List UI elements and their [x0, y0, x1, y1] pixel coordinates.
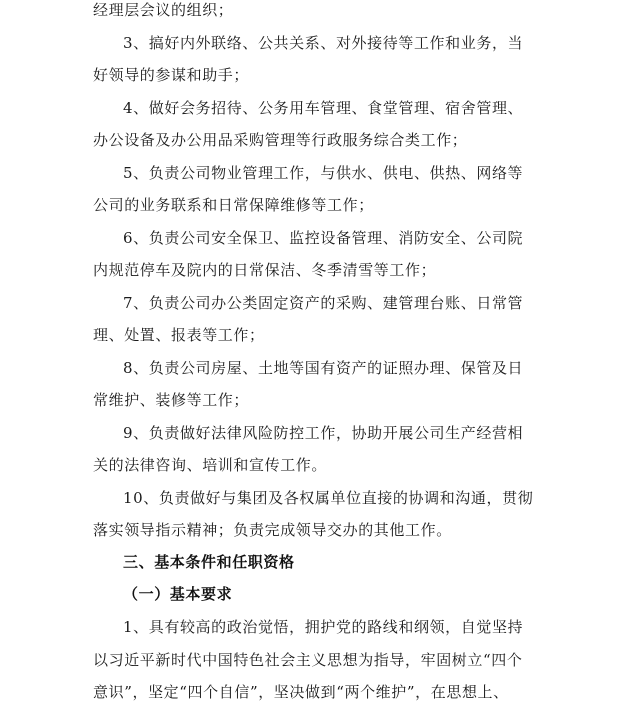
text-line: 意识”，坚定“四个自信”，坚决做到“两个维护”，在思想上、 — [93, 683, 509, 701]
text-line: 经理层会议的组织； — [93, 1, 234, 19]
text-line: 3、搞好内外联络、公共关系、对外接待等工作和业务，当 — [123, 34, 524, 52]
text-line: 以习近平新时代中国特色社会主义思想为指导，牢固树立“四个 — [93, 651, 523, 669]
text-line: 办公设备及办公用品采购管理等行政服务综合类工作； — [93, 131, 468, 149]
text-line: 好领导的参谋和助手； — [93, 66, 250, 84]
text-line: 落实领导指示精神；负责完成领导交办的其他工作。 — [93, 521, 452, 539]
text-line: 内规范停车及院内的日常保洁、冬季清雪等工作； — [93, 261, 437, 279]
text-line: 7、负责公司办公类固定资产的采购、建管理台账、日常管 — [123, 294, 524, 312]
text-line: 4、做好会务招待、公务用车管理、食堂管理、宿舍管理、 — [123, 99, 524, 117]
subsection-heading: （一）基本要求 — [123, 585, 233, 603]
section-heading: 三、基本条件和任职资格 — [123, 553, 295, 571]
text-line: 6、负责公司安全保卫、监控设备管理、消防安全、公司院 — [123, 229, 524, 247]
text-line: 8、负责公司房屋、土地等国有资产的证照办理、保管及日 — [123, 359, 524, 377]
text-line: 公司的业务联系和日常保障维修等工作； — [93, 196, 374, 214]
text-line: 1、具有较高的政治觉悟，拥护党的路线和纲领，自觉坚持 — [123, 618, 524, 636]
text-line: 9、负责做好法律风险防控工作，协助开展公司生产经营相 — [123, 424, 524, 442]
text-line: 5、负责公司物业管理工作，与供水、供电、供热、网络等 — [123, 164, 524, 182]
text-line: 10、负责做好与集团及各权属单位直接的协调和沟通，贯彻 — [123, 489, 534, 507]
text-line: 关的法律咨询、培训和宣传工作。 — [93, 456, 328, 474]
text-line: 理、处置、报表等工作； — [93, 326, 265, 344]
text-line: 常维护、装修等工作； — [93, 391, 250, 409]
